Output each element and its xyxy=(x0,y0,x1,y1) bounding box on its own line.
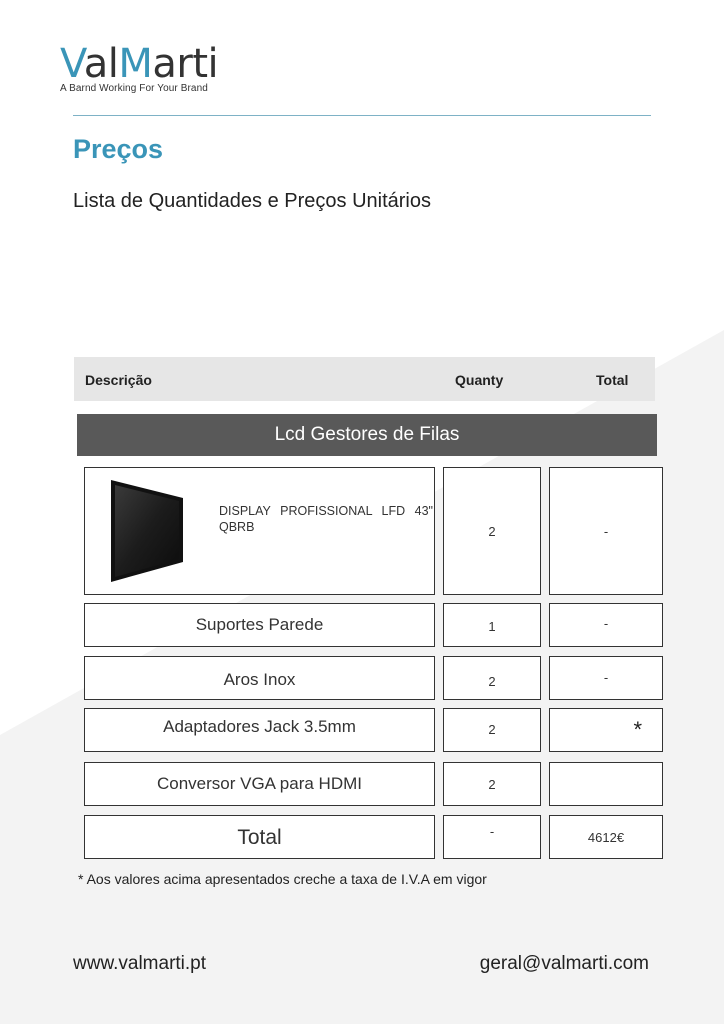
table-row-adaptadores-description: Adaptadores Jack 3.5mm xyxy=(84,708,435,752)
table-row-conversor-quantity: 2 xyxy=(443,762,541,806)
logo xyxy=(60,41,219,94)
page-subtitle: Lista de Quantidades e Preços Unitários xyxy=(73,190,431,212)
table-row-adaptadores-quantity: 2 xyxy=(443,708,541,752)
total-row-quantity: - xyxy=(443,815,541,859)
table-row-conversor-total xyxy=(549,762,663,806)
header-divider xyxy=(73,115,651,116)
table-row-suportes-quantity: 1 xyxy=(443,603,541,647)
table-row-display-total: - xyxy=(549,467,663,595)
vat-note: * Aos valores acima apresentados creche a taxa de I.V.A em vigor xyxy=(78,871,487,887)
table-row-suportes-description: Suportes Parede xyxy=(84,603,435,647)
page-title: Preços xyxy=(73,134,164,164)
logo-wordmark: ValMarti xyxy=(60,41,219,87)
table-header xyxy=(74,357,655,401)
logo-tagline: A Barnd Working For Your Brand xyxy=(60,83,208,94)
table-row-suportes-total: - xyxy=(549,603,663,647)
display-product-image xyxy=(109,478,187,584)
footer-website: www.valmarti.pt xyxy=(73,953,207,974)
footer-email: geral@valmarti.com xyxy=(479,953,649,974)
table-row-adaptadores-total: * xyxy=(549,708,663,752)
display-description-line2: QBRB xyxy=(219,520,255,534)
header-quantity: Quanty xyxy=(455,372,504,388)
header-total: Total xyxy=(596,372,629,388)
table-row-display-quantity: 2 xyxy=(443,467,541,595)
table-row-aros-description: Aros Inox xyxy=(84,656,435,700)
section-title: Lcd Gestores de Filas xyxy=(77,414,657,456)
table-row-aros-total: - xyxy=(549,656,663,700)
table-row-display-description xyxy=(84,467,435,595)
display-description-line1: DISPLAY PROFISSIONAL LFD 43" xyxy=(219,504,433,518)
total-row-label: Total xyxy=(84,815,435,859)
table-row-aros-quantity: 2 xyxy=(443,656,541,700)
header-description: Descrição xyxy=(85,372,152,388)
total-row-value: 4612€ xyxy=(549,815,663,859)
table-row-conversor-description: Conversor VGA para HDMI xyxy=(84,762,435,806)
